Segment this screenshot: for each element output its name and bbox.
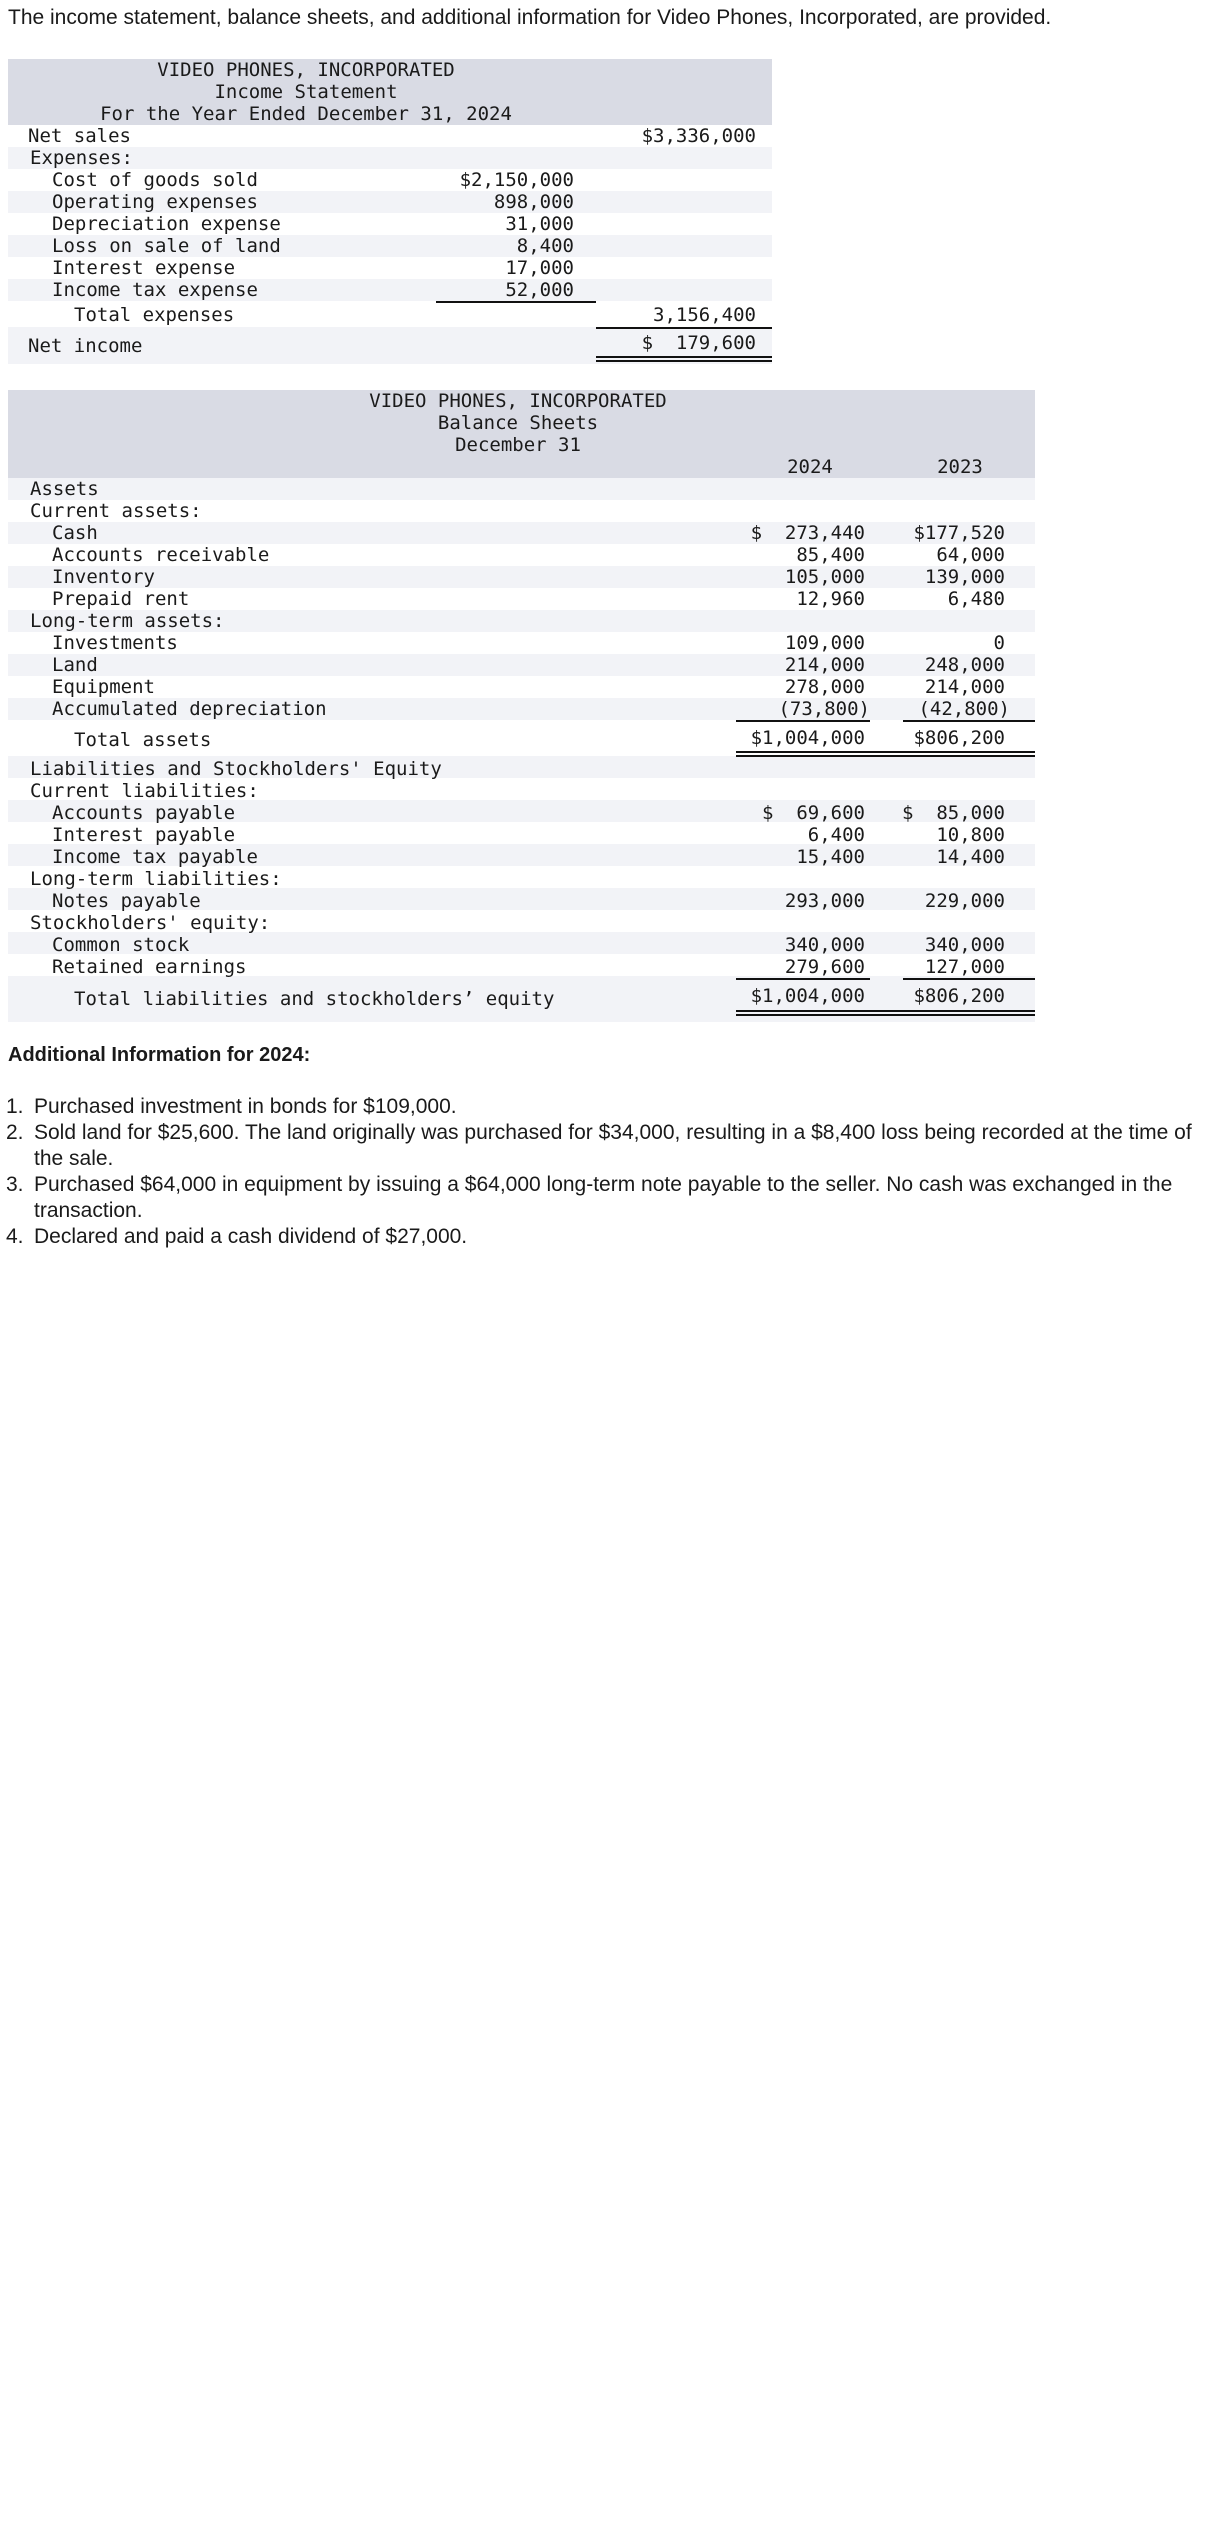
- line-item-label: Accumulated depreciation: [52, 698, 327, 720]
- expenses-label: Expenses:: [30, 147, 133, 169]
- value-2023: $ 85,000: [902, 802, 1005, 824]
- total-liabilities-equity-2023: $806,200: [913, 985, 1005, 1007]
- underline: [436, 301, 596, 303]
- list-item: [0, 1120, 1212, 1172]
- total-expenses-label: Total expenses: [74, 304, 235, 326]
- line-item-label: Prepaid rent: [52, 588, 190, 610]
- long-term-assets-label: Long-term assets:: [30, 610, 225, 632]
- total-expenses-value: 3,156,400: [653, 304, 756, 326]
- list-item: [0, 1224, 1212, 1250]
- current-liabilities-label: Current liabilities:: [30, 780, 259, 802]
- net-income-label: Net income: [28, 335, 143, 357]
- underline: [903, 978, 1035, 980]
- is-company-name: VIDEO PHONES, INCORPORATED: [157, 59, 455, 81]
- is-period: For the Year Ended December 31, 2024: [100, 103, 512, 125]
- expense-label: Cost of goods sold: [52, 169, 258, 191]
- assets-label: Assets: [30, 478, 99, 500]
- value-2024: 85,400: [796, 544, 865, 566]
- list-item-text: Sold land for $25,600. The land originally was purchased for $34,000, resulting in a $8,400 loss being recorded at the time of the sale.: [34, 1121, 1192, 1170]
- expense-value: 31,000: [505, 213, 574, 235]
- expense-value: 17,000: [505, 257, 574, 279]
- long-term-liabilities-label: Long-term liabilities:: [30, 868, 282, 890]
- line-item-label: Cash: [52, 522, 98, 544]
- list-item-number: 4.: [6, 1225, 24, 1248]
- line-item-label: Equipment: [52, 676, 155, 698]
- net-sales-value: $3,336,000: [641, 125, 756, 147]
- list-item: [0, 1172, 1212, 1224]
- total-assets-2024: $1,004,000: [750, 727, 865, 749]
- list-item-text: Purchased investment in bonds for $109,000.: [34, 1095, 457, 1118]
- line-item-label: Land: [52, 654, 98, 676]
- value-2024: $ 69,600: [762, 802, 865, 824]
- line-item-label: Inventory: [52, 566, 155, 588]
- value-2024: 279,600: [784, 956, 865, 978]
- line-item-label: Interest payable: [52, 824, 236, 846]
- bs-company-name: VIDEO PHONES, INCORPORATED: [369, 390, 667, 412]
- value-2023: $177,520: [913, 522, 1005, 544]
- line-item-label: Common stock: [52, 934, 190, 956]
- expense-value: 898,000: [493, 191, 574, 213]
- value-2024: 278,000: [784, 676, 865, 698]
- expense-value: 52,000: [505, 279, 574, 301]
- line-item-label: Accounts receivable: [52, 544, 270, 566]
- value-2024: 105,000: [784, 566, 865, 588]
- value-2023: 6,480: [947, 588, 1005, 610]
- value-2023: 14,400: [936, 846, 1005, 868]
- value-2024: 6,400: [807, 824, 865, 846]
- value-2023: 229,000: [924, 890, 1005, 912]
- value-2024: 214,000: [784, 654, 865, 676]
- double-underline: [736, 1010, 1035, 1016]
- value-2023: 214,000: [924, 676, 1005, 698]
- value-2024: 340,000: [784, 934, 865, 956]
- value-2023: 127,000: [924, 956, 1005, 978]
- underline: [596, 327, 772, 329]
- column-header-2024: 2024: [787, 456, 833, 478]
- list-item-number: 2.: [6, 1121, 24, 1144]
- value-2024: (73,800): [778, 698, 870, 720]
- total-assets-2023: $806,200: [913, 727, 1005, 749]
- line-item-label: Notes payable: [52, 890, 201, 912]
- balance-sheet: [8, 390, 1035, 1022]
- value-2023: (42,800): [918, 698, 1010, 720]
- value-2023: 10,800: [936, 824, 1005, 846]
- total-assets-label: Total assets: [74, 729, 212, 751]
- double-underline: [596, 356, 772, 362]
- expense-label: Interest expense: [52, 257, 236, 279]
- list-item-number: 1.: [6, 1095, 24, 1118]
- value-2024: $ 273,440: [750, 522, 865, 544]
- underline: [903, 720, 1035, 722]
- current-assets-label: Current assets:: [30, 500, 202, 522]
- expense-label: Income tax expense: [52, 279, 258, 301]
- column-header-2023: 2023: [937, 456, 983, 478]
- value-2024: 293,000: [784, 890, 865, 912]
- underline: [736, 978, 870, 980]
- list-item-text: Declared and paid a cash dividend of $27,000.: [34, 1225, 468, 1248]
- line-item-label: Accounts payable: [52, 802, 236, 824]
- line-item-label: Income tax payable: [52, 846, 258, 868]
- net-sales-label: Net sales: [28, 125, 131, 147]
- list-item-number: 3.: [6, 1173, 24, 1196]
- value-2023: 0: [993, 632, 1005, 654]
- value-2024: 109,000: [784, 632, 865, 654]
- total-liabilities-equity-2024: $1,004,000: [750, 985, 865, 1007]
- value-2023: 340,000: [924, 934, 1005, 956]
- stockholders-equity-label: Stockholders' equity:: [30, 912, 271, 934]
- liabilities-equity-label: Liabilities and Stockholders' Equity: [30, 758, 442, 780]
- net-income-value: $ 179,600: [641, 332, 756, 354]
- line-item-label: Retained earnings: [52, 956, 247, 978]
- value-2024: 12,960: [796, 588, 865, 610]
- value-2024: 15,400: [796, 846, 865, 868]
- income-statement: [8, 59, 772, 364]
- expense-value: 8,400: [516, 235, 574, 257]
- value-2023: 64,000: [936, 544, 1005, 566]
- expense-value: $2,150,000: [459, 169, 574, 191]
- line-item-label: Investments: [52, 632, 178, 654]
- is-title: Income Statement: [214, 81, 398, 103]
- value-2023: 248,000: [924, 654, 1005, 676]
- expense-label: Loss on sale of land: [52, 235, 281, 257]
- value-2023: 139,000: [924, 566, 1005, 588]
- total-liabilities-equity-label: Total liabilities and stockholders’ equity: [74, 988, 555, 1010]
- additional-info-list: [0, 1094, 1212, 1250]
- expense-label: Operating expenses: [52, 191, 258, 213]
- double-underline: [736, 751, 1035, 757]
- bs-date: December 31: [455, 434, 581, 456]
- intro-text: The income statement, balance sheets, and additional information for Video Phones, Incorporated, are provided.: [8, 6, 1052, 29]
- underline: [736, 720, 870, 722]
- list-item-text: Purchased $64,000 in equipment by issuing a $64,000 long-term note payable to the seller. No cash was exchanged in the transaction.: [34, 1173, 1173, 1222]
- bs-title: Balance Sheets: [437, 412, 599, 434]
- additional-info-heading: Additional Information for 2024:: [8, 1044, 311, 1066]
- list-item: [0, 1094, 1212, 1120]
- expense-label: Depreciation expense: [52, 213, 281, 235]
